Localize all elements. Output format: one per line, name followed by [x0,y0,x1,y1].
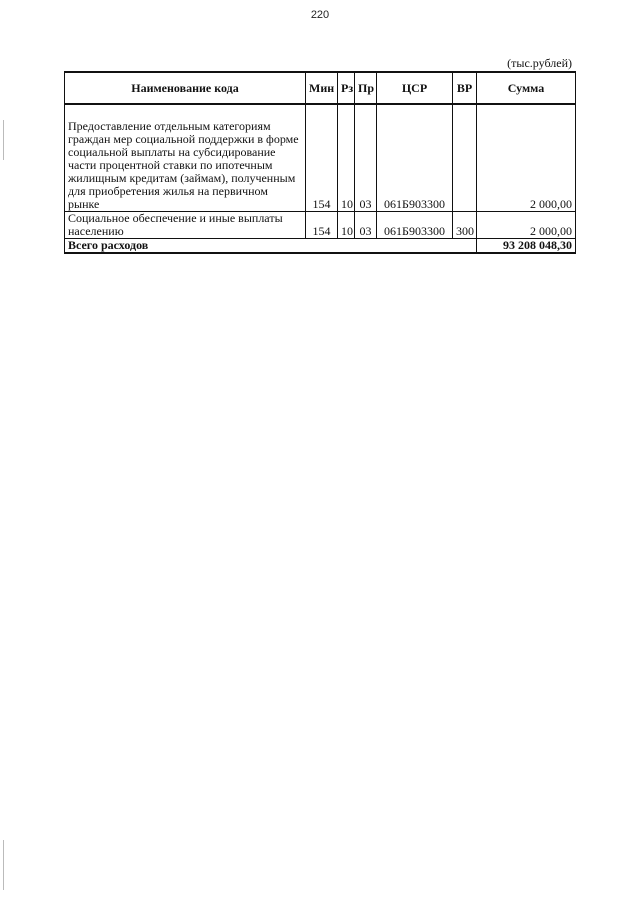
header-sum: Сумма [477,72,576,104]
row-min: 154 [306,104,338,212]
header-vr: ВР [453,72,477,104]
row-name: Предоставление отдельным категориям граждан мер социальной поддержки в форме социальной выплаты на субсидирование части процентной ставки по ипотечным жилищным кредитам (займам), полученным для приобретения жилья на первичном рынке [65,104,306,212]
header-pr: Пр [355,72,377,104]
header-csr: ЦСР [377,72,453,104]
header-min: Мин [306,72,338,104]
row-vr: 300 [453,212,477,239]
row-csr: 061Б903300 [377,212,453,239]
row-pr: 03 [355,104,377,212]
header-name: Наименование кода [65,72,306,104]
row-sum: 2 000,00 [477,212,576,239]
units-label: (тыс.рублей) [507,56,572,70]
row-rz: 10 [338,104,355,212]
row-min: 154 [306,212,338,239]
total-label: Всего расходов [65,239,477,254]
row-csr: 061Б903300 [377,104,453,212]
total-row [65,239,576,254]
table-header-row [65,72,576,104]
table-row [65,104,576,212]
row-vr [453,104,477,212]
row-rz: 10 [338,212,355,239]
scan-margin-mark [3,840,4,890]
table-row [65,212,576,239]
budget-table [64,71,576,254]
total-sum: 93 208 048,30 [477,239,576,254]
page-number: 220 [310,9,330,21]
row-pr: 03 [355,212,377,239]
row-name: Социальное обеспечение и иные выплаты населению [65,212,306,239]
scan-margin-mark [3,120,4,160]
header-rz: Рз [338,72,355,104]
row-sum: 2 000,00 [477,104,576,212]
